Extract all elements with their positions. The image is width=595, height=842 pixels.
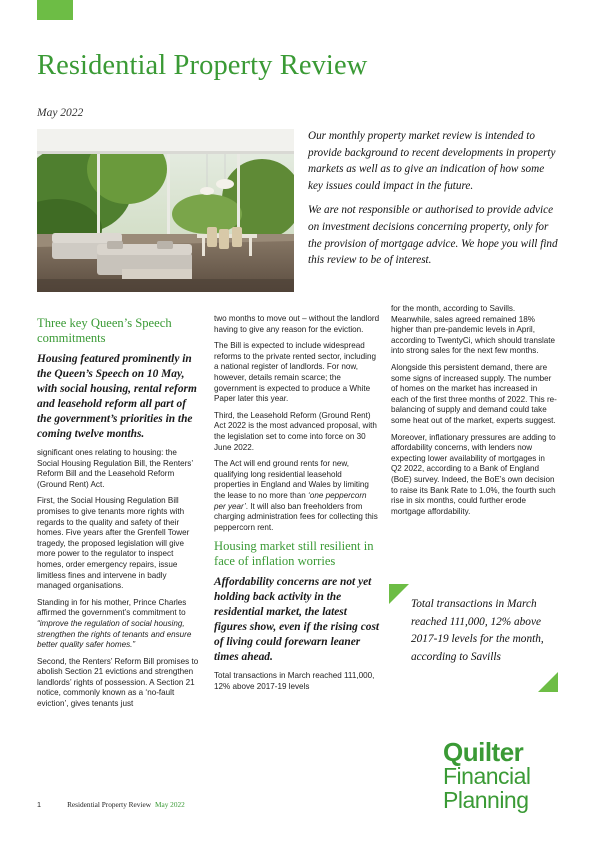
quilter-logo bbox=[443, 737, 573, 813]
body-paragraph: for the month, according to Savills. Meanwhile, sales agreed remained 18% higher than pre-pandemic levels in April, according to TwentyCi, which should translate into strong sales for the next few months. bbox=[391, 304, 556, 356]
hero-image bbox=[37, 129, 294, 292]
page-footer bbox=[37, 800, 185, 809]
body-paragraph: significant ones relating to housing: the Social Housing Regulation Bill, the Renters’ Reform Bill and the Leasehold Reform (Ground Rent) Act. bbox=[37, 448, 193, 489]
section-lede-queens-speech: Housing featured prominently in the Queen’s Speech on 10 May, with social housing, rental reform and leasehold reform all part of the government’s priorities in the coming twelve months. bbox=[37, 353, 197, 440]
callout-corner-accent bbox=[538, 672, 558, 692]
column-3 bbox=[391, 304, 557, 523]
pull-quote: Total transactions in March reached 111,000, 12% above 2017-19 levels for the month, according to Savills bbox=[411, 598, 544, 663]
body-paragraph bbox=[37, 598, 201, 651]
body-paragraph: Total transactions in March reached 111,000, 12% above 2017-19 levels bbox=[214, 671, 375, 691]
inline-quote: ‘one peppercorn per year’ bbox=[214, 490, 367, 511]
footer-doc-title: Residential Property Review bbox=[67, 800, 151, 809]
logo-line: Financial bbox=[443, 763, 531, 789]
footer-date: May 2022 bbox=[154, 800, 185, 809]
column-1 bbox=[37, 316, 201, 716]
page-number: 1 bbox=[37, 800, 42, 809]
logo-line: Quilter bbox=[443, 737, 524, 767]
disclaimer-paragraph: We are not responsible or authorised to provide advice on investment decisions concerning property, only for the provision of mortgage advice. We hope you will find this review to be of interest. bbox=[308, 204, 558, 267]
page-title: Residential Property Review bbox=[37, 50, 368, 81]
top-corner-accent bbox=[37, 0, 73, 20]
intro-paragraph: Our monthly property market review is intended to provide background to recent developments in property markets as well as to give an indication of how some key issues could impact in the future. bbox=[308, 130, 556, 192]
body-paragraph: Second, the Renters’ Reform Bill promises to abolish Section 21 evictions and strengthen landlords’ rights of possession. A Section 21 notice, commonly known as a ‘no-fault eviction’, gives tenants just bbox=[37, 656, 199, 709]
body-paragraph bbox=[214, 459, 380, 533]
body-text: The Act will end ground rents for new, qualifying long residential leasehold properties in England and Wales by limiting the lease to no more than bbox=[214, 459, 369, 500]
issue-date: May 2022 bbox=[37, 107, 84, 119]
logo-line: Planning bbox=[443, 787, 529, 813]
body-paragraph: Alongside this persistent demand, there are some signs of increased supply. The number of homes on the market has increased in each of the first three months of 2022. This re-balancing of supply and demand could take some heat out of the market, experts suggest. bbox=[391, 362, 557, 425]
body-text: . It will also ban freeholders from charging administration fees for collecting this peppercorn rent. bbox=[214, 501, 378, 532]
body-text: Standing in for his mother, Prince Charles affirmed the government’s commitment to bbox=[37, 597, 187, 618]
body-paragraph: First, the Social Housing Regulation Bill promises to give tenants more rights with regards to the quality and safety of their homes. Five years after the Grenfell Tower tragedy, the proposed legislation will give more power to the regulator to inspect homes, order emergency repairs, issue limitless fines and intervene in badly managed organisations. bbox=[37, 496, 190, 591]
section-heading-queens-speech: Three key Queen’s Speech commitments bbox=[37, 316, 172, 345]
callout-corner-accent bbox=[389, 584, 409, 604]
section-heading-housing-market: Housing market still resilient in face of inflation worries bbox=[214, 539, 374, 569]
inline-quote: “improve the regulation of social housing, strengthen the rights of tenants and ensure better quality safer homes.” bbox=[37, 618, 192, 650]
intro-text bbox=[308, 128, 558, 277]
section-lede-housing-market: Affordability concerns are not yet holding back activity in the residential market, the latest figures show, even if the rising cost of living could forewarn leaner times ahead. bbox=[214, 576, 380, 664]
column-2 bbox=[214, 314, 380, 698]
body-paragraph: Third, the Leasehold Reform (Ground Rent) Act 2022 is the most advanced proposal, with the legislation set to come into force on 30 June 2022. bbox=[214, 410, 377, 452]
body-paragraph: Moreover, inflationary pressures are adding to affordability concerns, with lenders now expecting lower availability of mortgages in Q2 2022, according to a Bank of England (BoE) survey. Indeed, the BoE’s own decision to raise its Bank Rate to 1.0%, the fourth such rise in six months, could further erode mortgage affordability. bbox=[391, 432, 556, 516]
body-paragraph: two months to move out – without the landlord having to give any reason for the eviction. bbox=[214, 314, 380, 334]
body-paragraph: The Bill is expected to include widespread reforms to the private rented sector, including a national register of landlords. For now, however, details remain scarce; the government is expected to produce a White Paper later this year. bbox=[214, 341, 376, 404]
